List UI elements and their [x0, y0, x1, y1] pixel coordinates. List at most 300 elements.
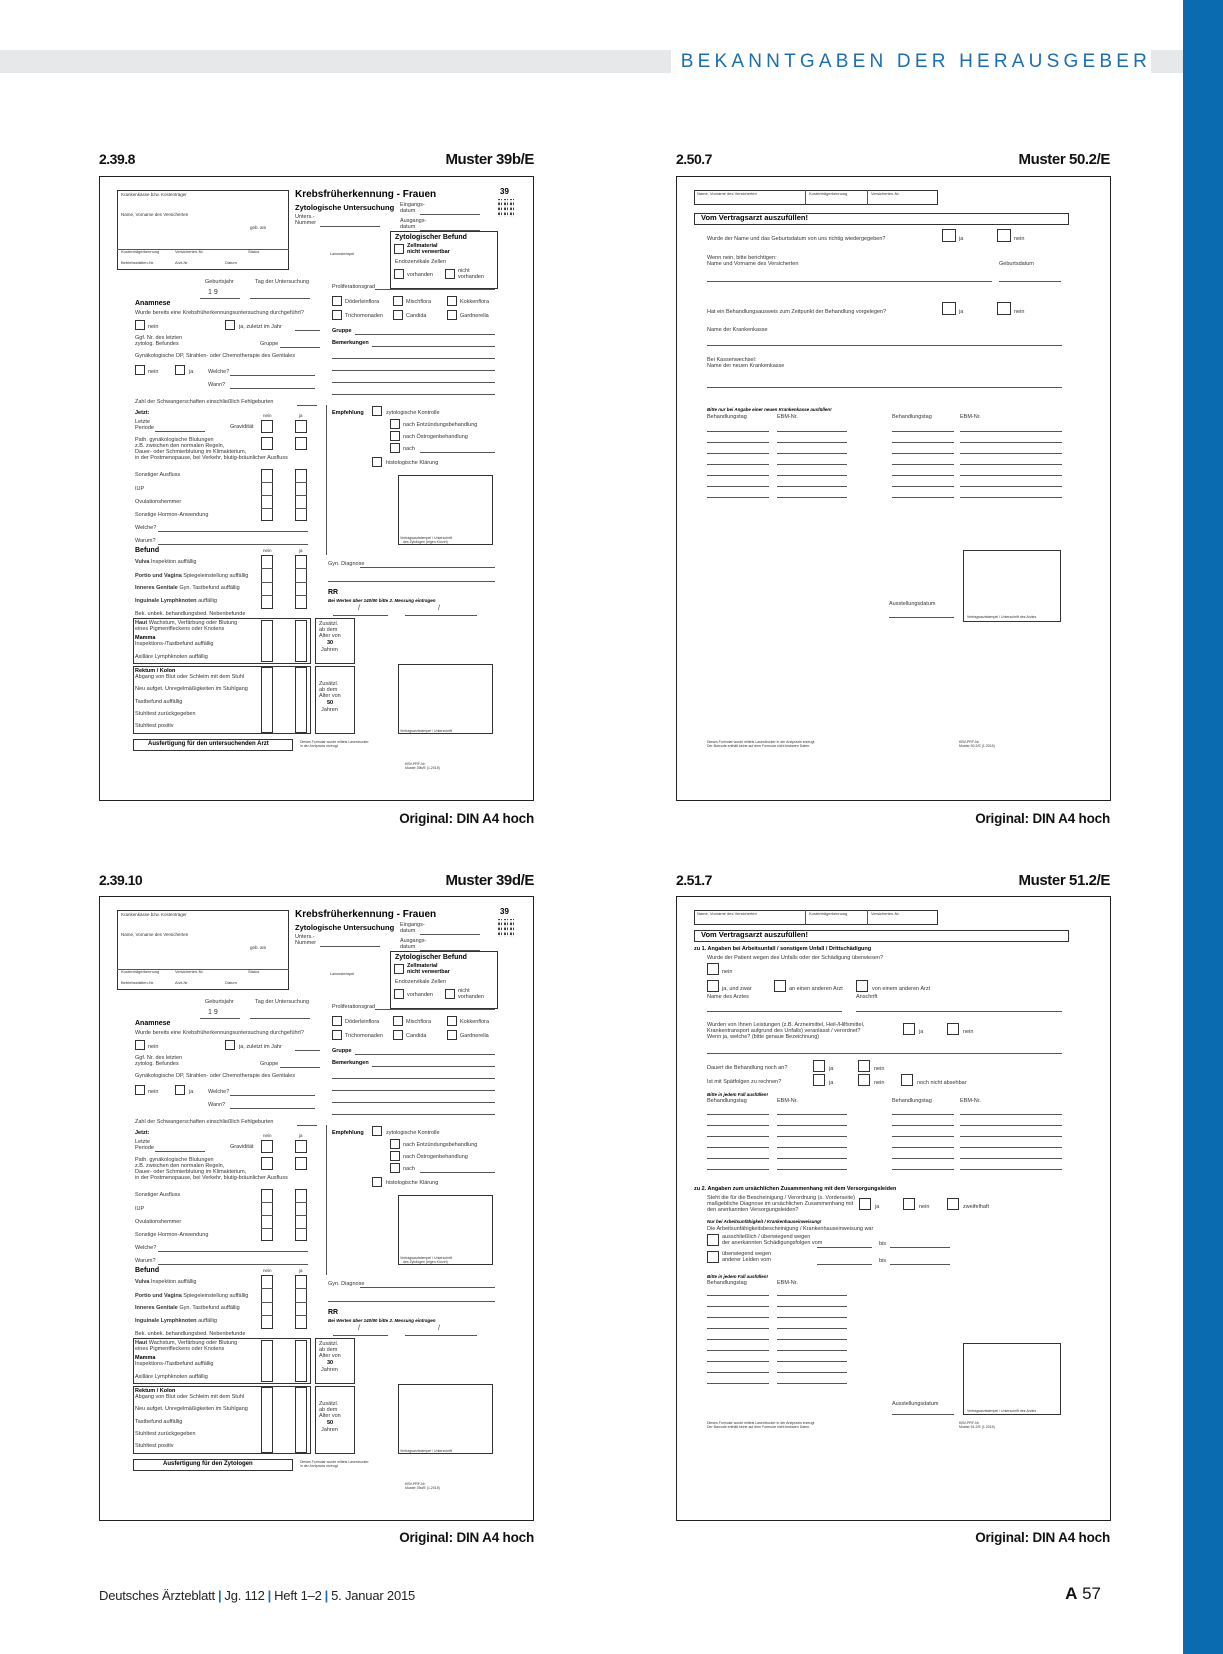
label: Alter von: [319, 633, 341, 639]
label: Vertragsarztstempel / Unterschrift des Arztes: [967, 1409, 1037, 1413]
fill-line: [707, 1339, 769, 1340]
fill-line: [707, 453, 769, 454]
label: Nummer: [295, 220, 317, 226]
label: ja: [299, 548, 303, 553]
fill-line: [892, 464, 954, 465]
fill-line: [707, 1147, 769, 1148]
label: Gruppe: [332, 1048, 352, 1054]
label: Name der neuen Krankenkasse: [707, 363, 785, 369]
label: zu 2. Angaben zum ursächlichen Zusammenhang mit dem Versorgungsleiden: [694, 1186, 897, 1192]
label: Inneres Genitale: [135, 1305, 178, 1311]
label: IUP: [135, 1206, 145, 1212]
label: Dieses Formular wurde mittels Laserdrucker: [300, 740, 369, 744]
footer-separator: |: [324, 1588, 329, 1603]
label: des Zytologen (eigen Kürzel): [403, 1260, 448, 1264]
fill-line: [707, 486, 769, 487]
label: Krankenkasse bzw. Kostenträger: [121, 912, 187, 917]
label: nach Östrogenbehandlung: [403, 1154, 468, 1160]
label: vorhanden: [407, 992, 433, 998]
label: Jetzt:: [135, 1130, 150, 1136]
label: Ist mit Spätfolgen zu rechnen?: [707, 1079, 782, 1085]
label: Wurde der Name und das Geburtsdatum von uns richtig wiedergegeben?: [707, 236, 886, 242]
fill-line: [777, 464, 847, 465]
label: EBM-Nr.: [960, 414, 981, 420]
label: Muster 39d/E (1.2015): [405, 1486, 440, 1490]
label: Bei Kassenwechsel:: [707, 357, 757, 363]
label: nein: [148, 1089, 159, 1095]
label: Stuhltest positiv: [135, 1443, 174, 1449]
label: Mischflora: [406, 299, 432, 305]
fill-line: [892, 1136, 954, 1137]
fill-line: [777, 1147, 847, 1148]
label: den anerkannten Versorgungsleiden?: [707, 1207, 799, 1213]
label: nein: [722, 969, 733, 975]
label: geb. am: [250, 945, 267, 950]
label: der anerkannten Schädigungsfolgen vom: [722, 1240, 823, 1246]
label: ja: [299, 413, 303, 418]
label: histologische Klärung: [386, 460, 439, 466]
label: Letzte: [135, 419, 150, 425]
label: Name und Vorname des Versicherten: [707, 261, 799, 267]
label: nach Entzündungsbehandlung: [403, 1142, 478, 1148]
label: Gynäkologische OP, Strahlen- oder Chemotherapie des Genitales: [135, 353, 296, 359]
label: Mamma: [135, 635, 156, 641]
birth-year-value: 1 9: [208, 1009, 218, 1016]
fill-line: [892, 475, 954, 476]
label: Behandlungstag: [707, 414, 747, 420]
label: Zahl der Schwangerschaften einschließlich Fehlgeburten: [135, 399, 274, 405]
label: nein: [963, 1029, 974, 1035]
label: Warum?: [135, 538, 156, 544]
label: Neu aufget. Unregelmäßigkeiten im Stuhlgang: [135, 686, 248, 692]
label: Gruppe: [260, 341, 279, 347]
label: Portio und Vagina: [135, 1293, 182, 1299]
label: KBV-PRF-Nr.: [959, 740, 980, 744]
label: des Zytologen (eigen Kürzel): [403, 540, 448, 544]
label: Ggf. Nr. des letzten: [135, 335, 183, 341]
fill-line: [707, 497, 769, 498]
fill-line: [960, 431, 1062, 432]
fill-line: [707, 1306, 769, 1307]
section-muster: Muster 39d/E: [445, 872, 534, 889]
form-title: Krebsfrüherkennung - Frauen: [295, 909, 437, 920]
label: in der Arztpraxis erzeugt: [300, 1464, 338, 1468]
label: Alter von: [319, 1413, 341, 1419]
form-number: 39: [500, 187, 509, 196]
fill-line: [777, 475, 847, 476]
form-section-heading: Vom Vertragsarzt auszufüllen!: [701, 930, 808, 939]
label: Jahren: [321, 1367, 338, 1373]
label: Eingangs-: [400, 202, 425, 208]
label: Inguinale Lymphknoten: [135, 598, 197, 604]
label: nein: [263, 1268, 272, 1273]
fill-line: [777, 1158, 847, 1159]
fill-line: [892, 1147, 954, 1148]
label: Status: [248, 249, 260, 254]
label: Jetzt:: [135, 410, 150, 416]
fill-line: [892, 1125, 954, 1126]
label: Dauer- oder Schmierblutung im Klimakterium,: [135, 449, 247, 455]
label: Proliferationsgrad: [332, 1004, 376, 1010]
label: Vulva: [135, 559, 150, 565]
label: Laborstempel: [330, 971, 355, 976]
label: Inspektion auffällig: [151, 1279, 197, 1285]
fill-line: [777, 497, 847, 498]
label: /: [438, 1325, 440, 1332]
label: Gravidität: [230, 424, 254, 430]
label: Jahren: [321, 707, 338, 713]
label: Ovulationshemmer: [135, 1219, 182, 1225]
form-caption: Original: DIN A4 hoch: [399, 811, 534, 826]
label: eines Pigmentfleckens oder Knotens: [135, 1346, 225, 1352]
section-number: 2.39.10: [99, 872, 143, 888]
label: eines Pigmentfleckens oder Knotens: [135, 626, 225, 632]
label: Name der Krankenkasse: [707, 327, 768, 333]
form-copy-label: Ausfertigung für den Zytologen: [163, 1461, 253, 1467]
barcode-icon: [498, 199, 516, 217]
label: nach: [403, 446, 415, 452]
label: Vertragsarztstempel / Unterschrift: [400, 1256, 452, 1260]
label: zytolog. Befundes: [135, 1061, 179, 1067]
label: /: [358, 605, 360, 612]
page-number: [1065, 1584, 1101, 1604]
fill-line: [777, 1328, 847, 1329]
label: vorhanden: [458, 274, 484, 280]
label: ja: [919, 1029, 924, 1035]
journal-date: 5. Januar 2015: [331, 1588, 416, 1603]
label: Alter von: [319, 693, 341, 699]
label: Krankentransport aufgrund des Unfalls) veranlasst / verordnet?: [707, 1028, 861, 1034]
label: von einem anderen Arzt: [872, 986, 931, 992]
form-caption: Original: DIN A4 hoch: [975, 1530, 1110, 1545]
label: nein: [148, 324, 159, 330]
label: Bei Werten über 140/90 bitte 2. Messung eintragen: [328, 1318, 436, 1323]
section-muster: Muster 50.2/E: [1018, 151, 1110, 168]
section-muster: Muster 39b/E: [445, 151, 534, 168]
label: Vertragsarztstempel / Unterschrift: [400, 1449, 452, 1453]
label: zu 1. Angaben bei Arbeitsunfall / sonstigem Unfall / Drittschädigung: [694, 946, 872, 952]
label: Versicherten-Nr.: [175, 969, 204, 974]
label: Gruppe: [260, 1061, 279, 1067]
label: Wurden von Ihnen Leistungen (z.B. Arzneimittel, Heil-/Hilfsmittel,: [707, 1022, 865, 1028]
label: nicht: [458, 268, 470, 274]
label: nein: [263, 1133, 272, 1138]
label: KBV-PRF-Nr.: [959, 1421, 980, 1425]
fill-line: [777, 1136, 847, 1137]
label: Proliferationsgrad: [332, 284, 376, 290]
label: Krankenkasse bzw. Kostenträger: [121, 192, 187, 197]
label: 50: [327, 700, 334, 706]
footer-separator: |: [217, 1588, 222, 1603]
label: Rektum / Kolon: [135, 668, 176, 674]
label: ja, und zwar: [722, 986, 752, 992]
label: nach Entzündungsbehandlung: [403, 422, 478, 428]
label: maßgebliche Diagnose im ursächlichen Zusammenhang mit: [707, 1201, 854, 1207]
fill-line: [960, 1125, 1062, 1126]
fill-line: [777, 1383, 847, 1384]
label: ja: [189, 1089, 194, 1095]
page-letter: A: [1065, 1584, 1078, 1603]
label: Datum: [225, 980, 237, 985]
label: Zusätzl.: [319, 681, 339, 687]
label: Döderleinflora: [345, 299, 380, 305]
label: auffällig: [198, 598, 217, 604]
fill-line: [707, 1114, 769, 1115]
label: Ausstellungsdatum: [889, 601, 936, 607]
section-number: 2.39.8: [99, 151, 135, 167]
label: Inspektion auffällig: [151, 559, 197, 565]
label: Endozervikale Zellen: [395, 979, 447, 985]
label: Geburtsdatum: [999, 261, 1034, 267]
section-color-bar: [1183, 0, 1223, 1654]
label: Bemerkungen: [332, 1060, 369, 1066]
label: Wurde bereits eine Krebsfrüherkennungsuntersuchung durchgeführt?: [135, 1030, 304, 1036]
label: Dieses Formular wurde mittels Laserdrucker in der Arztpraxis erzeugt: [707, 1421, 815, 1425]
label: /: [438, 605, 440, 612]
fill-line: [777, 1361, 847, 1362]
header-title: BEKANNTGABEN DER HERAUSGEBER: [671, 49, 1151, 77]
label: Status: [248, 969, 260, 974]
label: nein: [1014, 236, 1025, 242]
label: Tastbefund auffällig: [135, 1419, 183, 1425]
form-title: Krebsfrüherkennung - Frauen: [295, 189, 437, 200]
fill-line: [707, 464, 769, 465]
label: Name des Arztes: [707, 994, 749, 1000]
label: Kostenträgerkennung: [121, 249, 160, 254]
label: nein: [148, 1044, 159, 1050]
label: z.B. zwischen den normalen Regeln,: [135, 1163, 225, 1169]
label: KBV-PRF-Nr.: [405, 1482, 426, 1486]
label: Ausgangs-: [400, 938, 427, 944]
label: Inneres Genitale: [135, 585, 178, 591]
label: nach Östrogenbehandlung: [403, 434, 468, 440]
fill-line: [777, 442, 847, 443]
journal-name: Deutsches Ärzteblatt: [99, 1588, 215, 1603]
label: ab dem: [319, 687, 338, 693]
label: zytologische Kontrolle: [386, 1130, 440, 1136]
label: Hat ein Behandlungsausweis zum Zeitpunkt der Behandlung vorgelegen?: [707, 309, 887, 315]
label: Ggf. Nr. des letzten: [135, 1055, 183, 1061]
label: Vertragsarztstempel / Unterschrift des Arztes: [967, 615, 1037, 619]
label: Periode: [135, 425, 154, 431]
label: Ausgangs-: [400, 218, 427, 224]
label: /: [358, 1325, 360, 1332]
label: überwiegend wegen: [722, 1251, 772, 1257]
label: Stuhltest zurückgegeben: [135, 1431, 196, 1437]
label: datum: [400, 208, 416, 214]
label: Candida: [406, 313, 427, 319]
footer-separator: |: [267, 1588, 272, 1603]
label: Anamnese: [135, 300, 171, 307]
label: Welche?: [135, 1245, 157, 1251]
label: vorhanden: [407, 272, 433, 278]
fill-line: [892, 497, 954, 498]
label: Gynäkologische OP, Strahlen- oder Chemotherapie des Genitales: [135, 1073, 296, 1079]
label: Laborstempel: [330, 251, 355, 256]
label: noch nicht absehbar: [917, 1080, 967, 1086]
fill-line: [960, 1158, 1062, 1159]
fill-line: [892, 1158, 954, 1159]
fill-line: [960, 453, 1062, 454]
label: nein: [1014, 309, 1025, 315]
label: Haut: [135, 1340, 148, 1346]
label: 50: [327, 1420, 334, 1426]
label: Arzt-Nr.: [175, 260, 189, 265]
fill-line: [707, 1125, 769, 1126]
form-muster-39d: [99, 896, 534, 1521]
label: Neu aufget. Unregelmäßigkeiten im Stuhlgang: [135, 1406, 248, 1412]
fill-line: [960, 486, 1062, 487]
label: Empfehlung: [332, 410, 364, 416]
label: Befund: [135, 547, 160, 554]
label: Kostenträgerkennung: [809, 911, 848, 916]
label: Gyn. Diagnose: [328, 1281, 365, 1287]
label: Vertragsarztstempel / Unterschrift: [400, 729, 452, 733]
fill-line: [707, 475, 769, 476]
form-section-heading: Vom Vertragsarzt auszufüllen!: [701, 213, 808, 222]
label: Mischflora: [406, 1019, 432, 1025]
label: Welche?: [208, 369, 230, 375]
label: Candida: [406, 1033, 427, 1039]
label: Steht die für die Bescheinigung / Verordnung (s. Vorderseite): [707, 1195, 855, 1201]
fill-line: [892, 453, 954, 454]
label: datum: [400, 928, 416, 934]
label: nicht: [458, 988, 470, 994]
label: Abgang von Blut oder Schleim mit dem Stuhl: [135, 674, 245, 680]
label: nein: [148, 369, 159, 375]
label: ja: [189, 369, 194, 375]
label: Wenn ja, welche? (bitte genaue Bezeichnung): [707, 1034, 820, 1040]
label: Empfehlung: [332, 1130, 364, 1136]
label: Behandlungstag: [892, 414, 932, 420]
label: nein: [874, 1066, 885, 1072]
label: nach: [403, 1166, 415, 1172]
label: Welche?: [135, 525, 157, 531]
label: Versicherten-Nr.: [175, 249, 204, 254]
label: Abgang von Blut oder Schleim mit dem Stuhl: [135, 1394, 245, 1400]
label: Name, Vorname des Versicherten: [697, 911, 757, 916]
label: Jahren: [321, 1427, 338, 1433]
journal-volume: Jg. 112: [224, 1588, 265, 1603]
label: EBM-Nr.: [960, 1098, 981, 1104]
label: ausschließlich / überwiegend wegen: [722, 1234, 811, 1240]
label: Name, Vorname des Versicherten: [697, 191, 757, 196]
label: Trichomonaden: [345, 1033, 384, 1039]
label: Unters.-: [295, 214, 315, 220]
page-footer: [99, 1588, 415, 1603]
label: Dauert die Behandlung noch an?: [707, 1065, 788, 1071]
fill-line: [707, 1383, 769, 1384]
label: Dieses Formular wurde mittels Laserdrucker: [300, 1460, 369, 1464]
label: Zytologischer Befund: [395, 954, 467, 961]
fill-line: [777, 1317, 847, 1318]
label: nein: [263, 548, 272, 553]
label: Axilläre Lymphknoten auffällig: [135, 1374, 208, 1380]
label: auffällig: [198, 1318, 217, 1324]
label: Kostenträgerkennung: [121, 969, 160, 974]
label: Sonstige Hormon-Anwendung: [135, 512, 209, 518]
label: Sonstige Hormon-Anwendung: [135, 1232, 209, 1238]
label: nicht verwertbar: [407, 969, 450, 975]
label: Dauer- oder Schmierblutung im Klimakterium,: [135, 1169, 247, 1175]
label: Inspektions-/Tastbefund auffällig: [135, 1361, 214, 1367]
fill-line: [777, 1169, 847, 1170]
fill-line: [777, 431, 847, 432]
label: zweifelhaft: [963, 1204, 989, 1210]
fill-line: [707, 1158, 769, 1159]
fill-line: [777, 1306, 847, 1307]
label: Zahl der Schwangerschaften einschließlich Fehlgeburten: [135, 1119, 274, 1125]
label: EBM-Nr.: [777, 1098, 798, 1104]
fill-line: [707, 1372, 769, 1373]
label: in der Postmenopause, bei Verkehr, blutig-bräunlicher Ausfluss: [135, 1175, 288, 1181]
label: Bitte in jedem Fall ausfüllen!: [707, 1092, 769, 1097]
label: ja: [299, 1268, 303, 1273]
label: Behandlungstag: [892, 1098, 932, 1104]
label: Wann?: [208, 1102, 226, 1108]
label: Gyn. Tastbefund auffällig: [179, 585, 240, 591]
label: datum: [400, 224, 416, 230]
label: zytologische Kontrolle: [386, 410, 440, 416]
label: Spiegeleinstellung auffällig: [183, 1293, 249, 1299]
label: Behandlungstag: [707, 1280, 747, 1286]
label: RR: [328, 1309, 339, 1316]
fill-line: [707, 431, 769, 432]
label: Vulva: [135, 1279, 150, 1285]
label: Sonstiger Ausfluss: [135, 472, 181, 478]
label: Letzte: [135, 1139, 150, 1145]
label: Periode: [135, 1145, 154, 1151]
label: in der Arztpraxis erzeugt: [300, 744, 338, 748]
label: ab dem: [319, 1407, 338, 1413]
label: z.B. zwischen den normalen Regeln,: [135, 443, 225, 449]
fill-line: [960, 464, 1062, 465]
label: Ovulationshemmer: [135, 499, 182, 505]
fill-line: [777, 486, 847, 487]
label: Bek. unbek. behandlungsbed. Nebenbefunde: [135, 1331, 246, 1337]
fill-line: [892, 486, 954, 487]
label: Kokkenflora: [460, 1019, 490, 1025]
label: Kokkenflora: [460, 299, 490, 305]
label: Gruppe: [332, 328, 352, 334]
label: Wurde bereits eine Krebsfrüherkennungsuntersuchung durchgeführt?: [135, 310, 304, 316]
label: Bemerkungen: [332, 340, 369, 346]
label: Gravidität: [230, 1144, 254, 1150]
label: ab dem: [319, 627, 338, 633]
label: Wann?: [208, 382, 226, 388]
label: Gardnerella: [460, 313, 489, 319]
form-copy-label: Ausfertigung für den untersuchenden Arzt: [148, 741, 269, 747]
label: vorhanden: [458, 994, 484, 1000]
fill-line: [777, 1125, 847, 1126]
fill-line: [777, 1350, 847, 1351]
fill-line: [707, 1361, 769, 1362]
form-subtitle: Zytologische Untersuchung: [295, 203, 395, 212]
label: bis: [879, 1241, 887, 1247]
form-caption: Original: DIN A4 hoch: [399, 1530, 534, 1545]
label: ja: [959, 309, 964, 315]
label: Die Arbeitsunfähigkeitsbescheinigung / Krankenhauseinweisung war: [707, 1226, 874, 1232]
label: Kostenträgerkennung: [809, 191, 848, 196]
form-number: 39: [500, 907, 509, 916]
journal-issue: Heft 1–2: [274, 1588, 322, 1603]
fill-line: [960, 475, 1062, 476]
label: nicht verwertbar: [407, 249, 450, 255]
fill-line: [892, 431, 954, 432]
label: 30: [327, 1360, 334, 1366]
label: ab dem: [319, 1347, 338, 1353]
label: Tag der Untersuchung: [255, 999, 310, 1005]
